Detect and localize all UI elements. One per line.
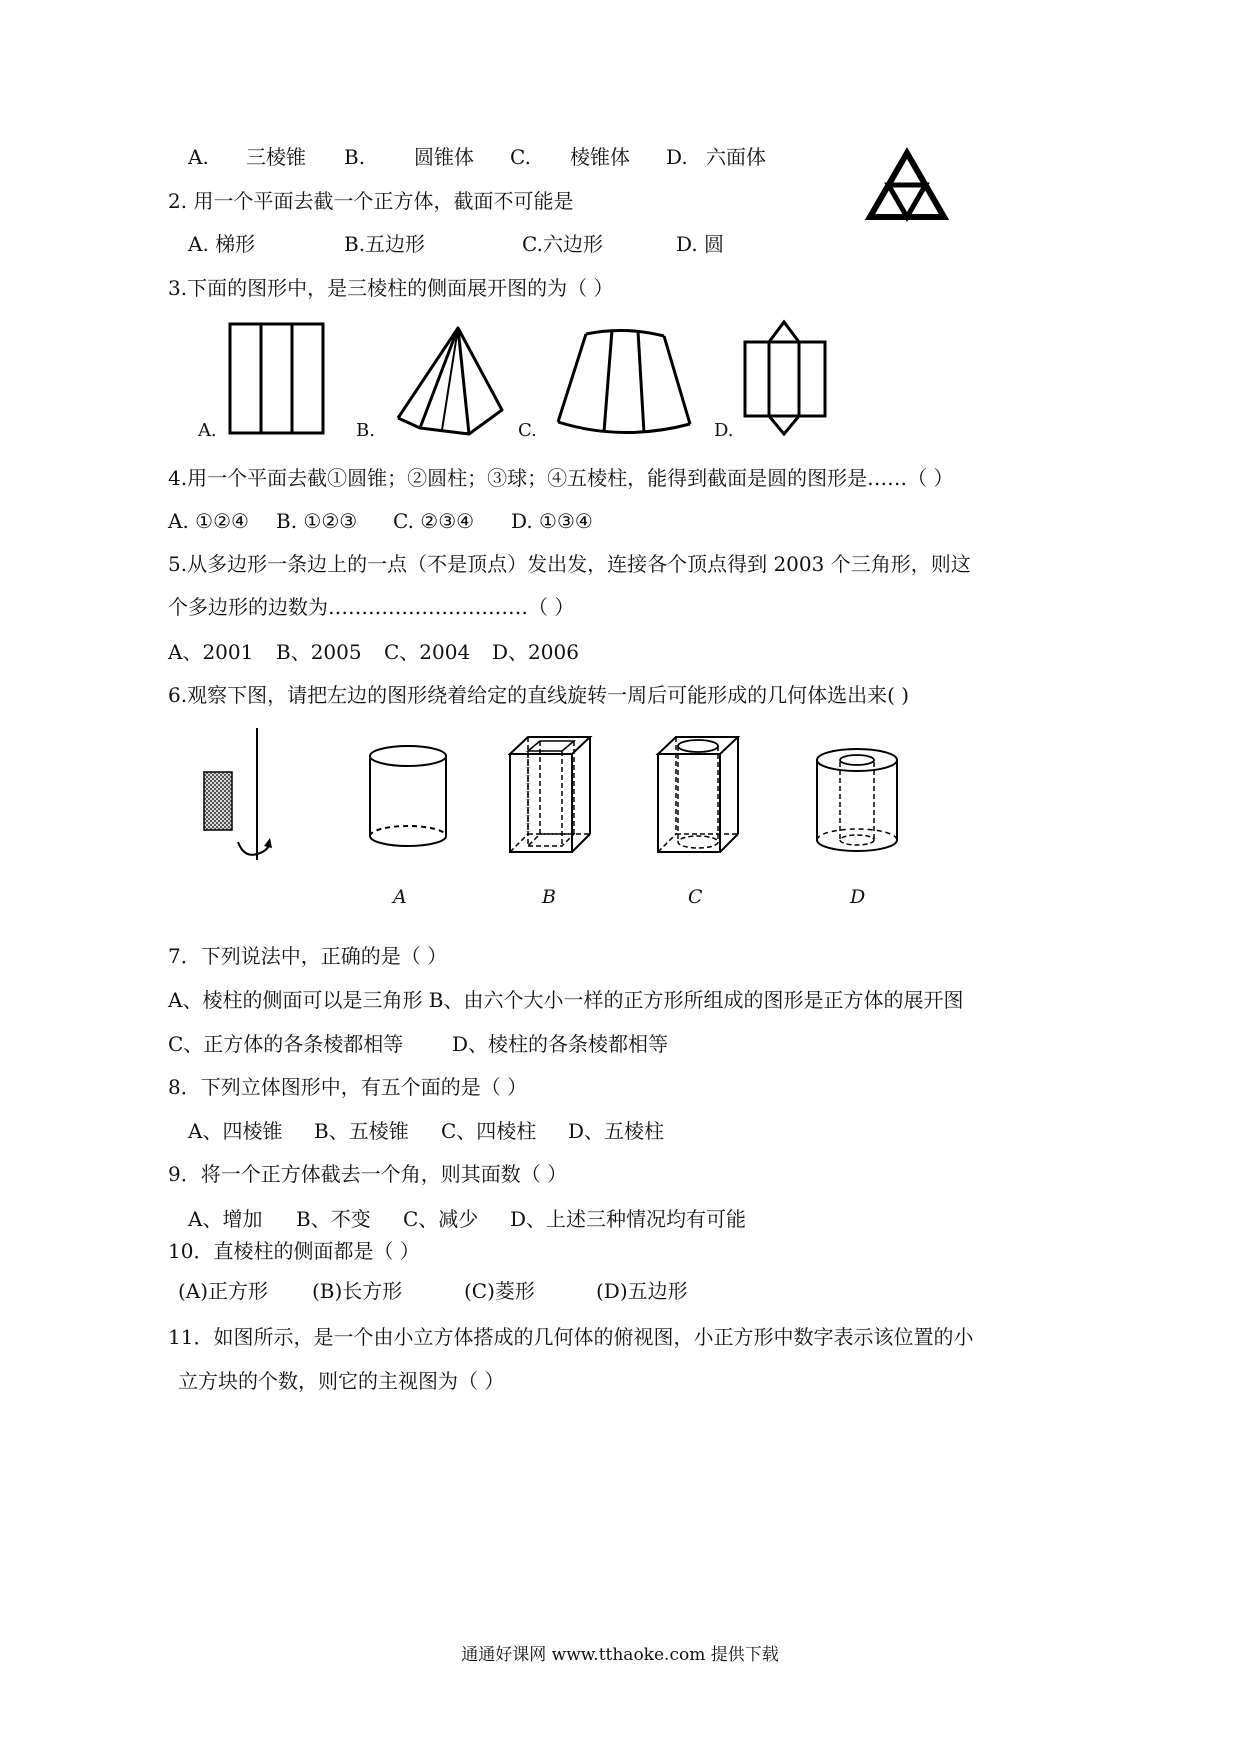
q1-option-a-text: 三棱锥 — [246, 145, 306, 169]
q6-label-c: C — [688, 886, 703, 908]
triangle-figure — [866, 150, 948, 222]
q10-stem: 10．直棱柱的侧面都是（ ） — [168, 1239, 420, 1263]
q1-option-c-letter: C. — [510, 145, 531, 169]
q2-option-d: D. 圆 — [676, 232, 725, 256]
q9-option-c: C、减少 — [403, 1207, 479, 1231]
q10-option-b: (B)长方形 — [312, 1279, 403, 1303]
q1-option-b-letter: B. — [344, 145, 366, 169]
q2-option-a: A. 梯形 — [188, 232, 256, 256]
q6-option-b-box — [506, 734, 592, 856]
q1-option-a-letter: A. — [188, 145, 209, 169]
q6-rotation-figure — [200, 726, 280, 866]
q4-option-d: D. ①③④ — [511, 509, 593, 533]
q7-option-c: C、正方体的各条棱都相等 — [168, 1032, 404, 1056]
q9-option-b: B、不变 — [296, 1207, 371, 1231]
q6-option-a-cylinder — [366, 744, 450, 854]
q8-option-c: C、四棱柱 — [441, 1119, 537, 1143]
q10-option-c: (C)菱形 — [464, 1279, 535, 1303]
q2-stem: 2. 用一个平面去截一个正方体，截面不可能是 — [168, 189, 574, 213]
q11-stem-line1: 11．如图所示，是一个由小立方体搭成的几何体的俯视图，小正方形中数字表示该位置的小 — [168, 1325, 974, 1349]
q9-option-d: D、上述三种情况均有可能 — [510, 1207, 747, 1231]
q2-option-c: C.六边形 — [522, 232, 603, 256]
q10-option-a: (A)正方形 — [178, 1279, 269, 1303]
q4-option-b: B. ①②③ — [276, 509, 358, 533]
q7-options-line1: A、棱柱的侧面可以是三角形 B、由六个大小一样的正方形所组成的图形是正方体的展开图 — [168, 988, 964, 1012]
q3-label-b: B. — [356, 420, 375, 441]
q3-label-d: D. — [714, 420, 734, 441]
q3-label-c: C. — [518, 420, 537, 441]
q5-option-a: A、2001 — [168, 640, 254, 664]
q6-label-a: A — [393, 886, 407, 908]
q5-option-c: C、2004 — [384, 640, 471, 664]
q1-option-d-text: 六面体 — [706, 145, 766, 169]
q5-stem-line2: 个多边形的边数为…………………………（ ） — [168, 595, 575, 619]
q6-option-c-box — [654, 734, 742, 856]
q5-option-d: D、2006 — [492, 640, 579, 664]
q6-stem: 6.观察下图，请把左边的图形绕着给定的直线旋转一周后可能形成的几何体选出来( ) — [168, 683, 910, 707]
q9-option-a: A、增加 — [188, 1207, 263, 1231]
q3-figure-b — [394, 326, 506, 436]
q2-option-b: B.五边形 — [344, 232, 426, 256]
q6-label-d: D — [850, 886, 866, 908]
q8-option-d: D、五棱柱 — [568, 1119, 665, 1143]
q9-stem: 9．将一个正方体截去一个角，则其面数（ ） — [168, 1162, 568, 1186]
q7-option-d: D、棱柱的各条棱都相等 — [452, 1032, 669, 1056]
q3-figure-d — [742, 318, 828, 438]
q5-stem-line1: 5.从多边形一条边上的一点（不是顶点）发出发，连接各个顶点得到 2003 个三角形，则这 — [168, 552, 971, 576]
page-footer: 通通好课网 www.tthaoke.com 提供下载 — [461, 1645, 779, 1665]
q8-option-a: A、四棱锥 — [188, 1119, 283, 1143]
q10-option-d: (D)五边形 — [596, 1279, 688, 1303]
q1-option-d-letter: D. — [666, 145, 688, 169]
q4-option-a: A. ①②④ — [168, 509, 249, 533]
q1-option-c-text: 棱锥体 — [570, 145, 630, 169]
q1-option-b-text: 圆锥体 — [414, 145, 474, 169]
q8-stem: 8．下列立体图形中，有五个面的是（ ） — [168, 1075, 528, 1099]
q8-option-b: B、五棱锥 — [314, 1119, 409, 1143]
q5-option-b: B、2005 — [276, 640, 362, 664]
q3-figure-a — [228, 322, 326, 436]
q6-option-d-tube — [812, 746, 902, 858]
q3-stem: 3.下面的图形中，是三棱柱的侧面展开图的为（ ） — [168, 276, 614, 300]
q7-stem: 7．下列说法中，正确的是（ ） — [168, 944, 448, 968]
q4-stem: 4.用一个平面去截①圆锥；②圆柱；③球；④五棱柱，能得到截面是圆的图形是……（ ） — [168, 466, 954, 490]
q11-stem-line2: 立方块的个数，则它的主视图为（ ） — [178, 1369, 505, 1393]
q3-figure-c — [556, 330, 692, 438]
q3-label-a: A. — [198, 420, 217, 441]
q6-label-b: B — [542, 886, 556, 908]
q4-option-c: C. ②③④ — [393, 509, 475, 533]
